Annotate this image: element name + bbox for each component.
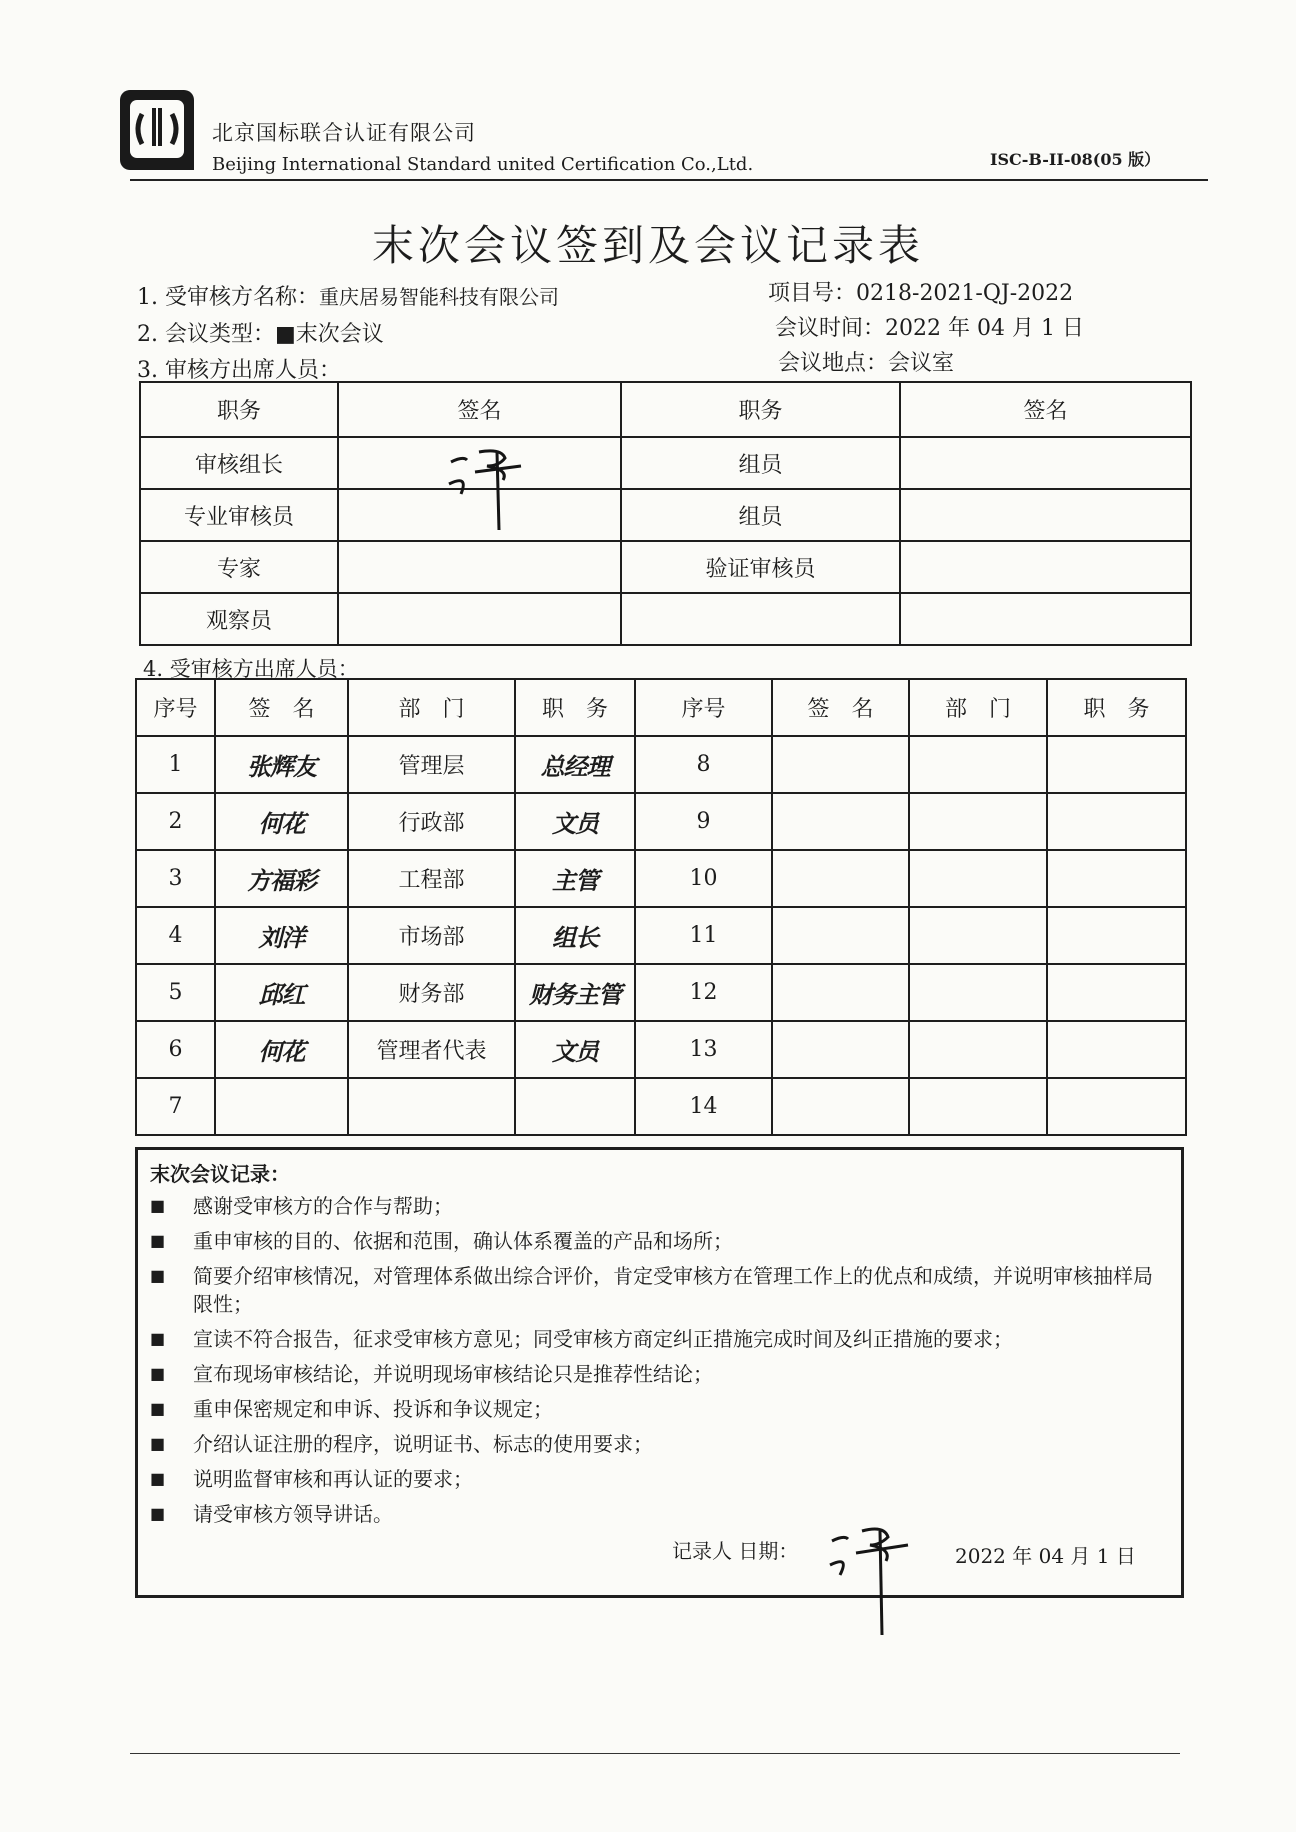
empty-cell xyxy=(772,964,909,1021)
department-cell: 管理者代表 xyxy=(348,1021,515,1078)
signature-cell xyxy=(215,1078,348,1135)
row-number-cell: 10 xyxy=(635,850,772,907)
role-cell: 验证审核员 xyxy=(621,541,900,593)
table-row xyxy=(136,736,1186,793)
meeting-time-label: 会议时间： xyxy=(775,316,886,341)
meeting-place-label: 会议地点： xyxy=(778,351,889,376)
empty-cell xyxy=(772,1021,909,1078)
bullet-icon: ■ xyxy=(150,1231,166,1250)
leader-signature-cell xyxy=(338,437,621,489)
role-cell xyxy=(621,593,900,645)
row-number-cell: 6 xyxy=(136,1021,215,1078)
position-cell: 主管 xyxy=(515,850,635,907)
empty-cell xyxy=(772,793,909,850)
header-cell: 职 务 xyxy=(515,679,635,736)
header-cell: 序号 xyxy=(136,679,215,736)
recorder-date: 2022 年 04 月 1 日 xyxy=(955,1544,1136,1568)
header-cell: 签 名 xyxy=(215,679,348,736)
signature-cell xyxy=(338,541,621,593)
row-number-cell: 14 xyxy=(635,1078,772,1135)
signature-cell: 何花 xyxy=(215,793,348,850)
position-cell: 总经理 xyxy=(515,736,635,793)
empty-cell xyxy=(909,793,1047,850)
document-code: ISC-B-II-08(05 版） xyxy=(990,150,1161,169)
record-item: 重申审核的目的、依据和范围，确认体系覆盖的产品和场所； xyxy=(193,1229,733,1253)
signature-cell xyxy=(900,437,1191,489)
table-row xyxy=(136,907,1186,964)
table-row xyxy=(136,1078,1186,1135)
record-item: 简要介绍审核情况，对管理体系做出综合评价，肯定受审核方在管理工作上的优点和成绩，并说明审核抽样局限性； xyxy=(193,1264,1153,1316)
department-cell: 管理层 xyxy=(348,736,515,793)
header-cell: 签名 xyxy=(900,382,1191,437)
department-cell: 行政部 xyxy=(348,793,515,850)
page-title: 末次会议签到及会议记录表 xyxy=(371,221,924,270)
header-cell: 职务 xyxy=(621,382,900,437)
bullet-icon: ■ xyxy=(150,1364,166,1383)
department-cell: 财务部 xyxy=(348,964,515,1021)
project-value: 0218-2021-QJ-2022 xyxy=(856,281,1074,306)
row-number-cell: 4 xyxy=(136,907,215,964)
table-row xyxy=(136,964,1186,1021)
row-number-cell: 5 xyxy=(136,964,215,1021)
company-logo xyxy=(118,88,196,172)
row-number-cell: 7 xyxy=(136,1078,215,1135)
audit-team-label: 3. 审核方出席人员： xyxy=(137,358,341,383)
header-cell: 签名 xyxy=(338,382,621,437)
position-cell: 文员 xyxy=(515,1021,635,1078)
record-item: 宣读不符合报告，征求受审核方意见；同受审核方商定纠正措施完成时间及纠正措施的要求； xyxy=(193,1327,1013,1351)
empty-cell xyxy=(909,907,1047,964)
project-label: 项目号： xyxy=(768,281,857,306)
department-cell: 工程部 xyxy=(348,850,515,907)
bullet-icon: ■ xyxy=(150,1469,166,1488)
empty-cell xyxy=(1047,964,1186,1021)
audit-team-table xyxy=(139,381,1192,646)
role-cell: 观察员 xyxy=(140,593,338,645)
bullet-icon: ■ xyxy=(150,1504,166,1523)
auditee-label: 1. 受审核方名称： xyxy=(137,285,319,310)
role-cell: 组员 xyxy=(621,489,900,541)
meeting-place-line xyxy=(778,346,954,377)
header-cell: 职 务 xyxy=(1047,679,1186,736)
empty-cell xyxy=(909,1021,1047,1078)
empty-cell xyxy=(1047,850,1186,907)
signature-cell xyxy=(900,489,1191,541)
record-item: 介绍认证注册的程序，说明证书、标志的使用要求； xyxy=(193,1432,653,1456)
record-item: 说明监督审核和再认证的要求； xyxy=(193,1467,473,1491)
empty-cell xyxy=(909,850,1047,907)
meeting-type-label: 2. 会议类型： xyxy=(137,322,275,347)
row-number-cell: 12 xyxy=(635,964,772,1021)
record-item: 请受审核方领导讲话。 xyxy=(193,1502,393,1526)
role-cell: 专家 xyxy=(140,541,338,593)
empty-cell xyxy=(1047,736,1186,793)
header-cell: 部 门 xyxy=(348,679,515,736)
signature-cell: 何花 xyxy=(215,1021,348,1078)
meeting-type-value: ■末次会议 xyxy=(274,322,384,347)
table-row xyxy=(136,1021,1186,1078)
signature-cell: 方福彩 xyxy=(215,850,348,907)
empty-cell xyxy=(772,736,909,793)
header-cell: 部 门 xyxy=(909,679,1047,736)
role-cell: 专业审核员 xyxy=(140,489,338,541)
bullet-icon: ■ xyxy=(150,1399,166,1418)
empty-cell xyxy=(1047,793,1186,850)
table-row xyxy=(136,793,1186,850)
department-cell: 市场部 xyxy=(348,907,515,964)
header-cell: 序号 xyxy=(635,679,772,736)
role-cell: 组员 xyxy=(621,437,900,489)
empty-cell xyxy=(1047,1021,1186,1078)
empty-cell xyxy=(772,1078,909,1135)
signature-cell: 张辉友 xyxy=(215,736,348,793)
record-item: 感谢受审核方的合作与帮助； xyxy=(193,1194,453,1218)
position-cell xyxy=(515,1078,635,1135)
bullet-icon: ■ xyxy=(150,1329,166,1348)
row-number-cell: 3 xyxy=(136,850,215,907)
row-number-cell: 13 xyxy=(635,1021,772,1078)
footer-divider xyxy=(130,1753,1180,1754)
header-divider xyxy=(130,179,1208,181)
auditee-table xyxy=(135,678,1187,1136)
meeting-time-value: 2022 年 04 月 1 日 xyxy=(885,316,1084,341)
empty-cell xyxy=(909,736,1047,793)
position-cell: 文员 xyxy=(515,793,635,850)
meeting-time-line xyxy=(775,311,1084,342)
bullet-icon: ■ xyxy=(150,1196,166,1215)
recorder-label: 记录人 日期： xyxy=(672,1539,799,1563)
row-number-cell: 1 xyxy=(136,736,215,793)
empty-cell xyxy=(1047,907,1186,964)
row-number-cell: 9 xyxy=(635,793,772,850)
recorder-signature xyxy=(818,1515,928,1645)
empty-cell xyxy=(909,1078,1047,1135)
project-line xyxy=(768,276,1073,307)
department-cell xyxy=(348,1078,515,1135)
record-item: 重申保密规定和申诉、投诉和争议规定； xyxy=(193,1397,553,1421)
signature-cell xyxy=(900,593,1191,645)
meeting-type-line xyxy=(137,317,384,348)
meeting-place-value: 会议室 xyxy=(888,351,955,376)
bullet-icon: ■ xyxy=(150,1434,166,1453)
header-cell: 职务 xyxy=(140,382,338,437)
signature-cell: 刘洋 xyxy=(215,907,348,964)
row-number-cell: 11 xyxy=(635,907,772,964)
signature-cell xyxy=(900,541,1191,593)
role-cell: 审核组长 xyxy=(140,437,338,489)
auditee-value: 重庆居易智能科技有限公司 xyxy=(318,285,559,309)
position-cell: 组长 xyxy=(515,907,635,964)
company-name-en: Beijing International Standard united Certification Co.,Ltd. xyxy=(212,154,754,175)
record-item: 宣布现场审核结论，并说明现场审核结论只是推荐性结论； xyxy=(193,1362,713,1386)
row-number-cell: 8 xyxy=(635,736,772,793)
signature-cell xyxy=(338,593,621,645)
empty-cell xyxy=(772,907,909,964)
header-cell: 签 名 xyxy=(772,679,909,736)
table-row xyxy=(136,850,1186,907)
empty-cell xyxy=(1047,1078,1186,1135)
empty-cell xyxy=(909,964,1047,1021)
row-number-cell: 2 xyxy=(136,793,215,850)
auditee-attendees-label: 4. 受审核方出席人员： xyxy=(143,657,359,681)
bullet-icon: ■ xyxy=(150,1266,166,1285)
signature-cell: 邱红 xyxy=(215,964,348,1021)
leader-signature xyxy=(439,440,559,540)
empty-cell xyxy=(772,850,909,907)
position-cell: 财务主管 xyxy=(515,964,635,1021)
meeting-record-title: 末次会议记录： xyxy=(150,1162,290,1186)
auditee-line xyxy=(137,280,559,311)
company-name-cn: 北京国标联合认证有限公司 xyxy=(212,121,476,145)
